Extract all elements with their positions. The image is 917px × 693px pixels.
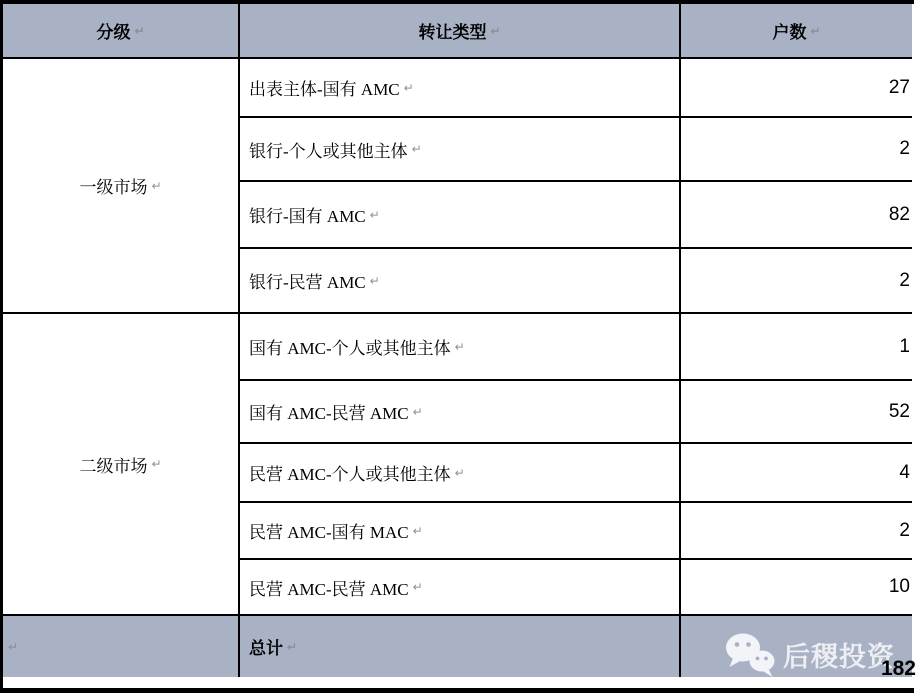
table-row-count <box>681 59 912 118</box>
count-value: 2 <box>899 269 910 291</box>
count-value: 27 <box>888 76 910 98</box>
header-cell-count <box>681 4 912 59</box>
total-row-label-cell <box>240 616 681 677</box>
group-label-primary-market <box>3 59 240 314</box>
header-cell-transfer-type <box>240 4 681 59</box>
paragraph-mark-icon: ↵ <box>810 23 821 38</box>
paragraph-mark-icon: ↵ <box>412 580 423 594</box>
table-row-count <box>681 503 912 560</box>
paragraph-mark-icon: ↵ <box>412 523 423 538</box>
table-row-count <box>681 182 912 249</box>
paragraph-mark-icon: ↵ <box>411 142 422 156</box>
table-row-type <box>240 182 681 249</box>
paragraph-mark-icon: ↵ <box>151 178 162 193</box>
count-value: 4 <box>899 461 910 483</box>
transfer-type-text: 国有 AMC-民营 AMC <box>249 404 409 423</box>
table-row-type <box>240 560 681 616</box>
transfer-type-text: 银行-国有 AMC <box>249 207 366 226</box>
table-row-count <box>681 118 912 182</box>
count-value: 10 <box>888 576 910 597</box>
watermark-account-name: 后稷投资 <box>783 642 895 672</box>
table-row-type <box>240 59 681 118</box>
paragraph-mark-icon: ↵ <box>454 339 465 354</box>
table-row-type <box>240 503 681 560</box>
header-count-label: 户数 <box>772 23 807 42</box>
table-row-count <box>681 444 912 503</box>
paragraph-mark-icon: ↵ <box>454 465 465 480</box>
total-label-text: 总计 <box>249 639 283 658</box>
transfer-type-text: 银行-个人或其他主体 <box>249 141 408 161</box>
transfer-type-text: 民营 AMC-国有 MAC <box>249 523 409 542</box>
transfer-type-text: 出表主体-国有 AMC <box>249 80 400 99</box>
paragraph-mark-icon: ↵ <box>412 404 423 419</box>
count-value: 82 <box>888 203 910 225</box>
paragraph-mark-icon: ↵ <box>490 23 501 38</box>
total-count-value: 182 <box>880 657 916 680</box>
header-transfer-type-label: 转让类型 <box>418 23 487 42</box>
table-row-type <box>240 444 681 503</box>
table-row-count <box>681 560 912 616</box>
transfer-type-text: 银行-民营 AMC <box>249 273 366 292</box>
transfer-type-text: 民营 AMC-个人或其他主体 <box>249 465 451 484</box>
paragraph-mark-icon: ↵ <box>403 80 414 95</box>
paragraph-mark-icon: ↵ <box>151 457 162 471</box>
count-value: 1 <box>899 335 910 357</box>
header-level-label: 分级 <box>96 23 131 42</box>
total-row-level-cell <box>3 616 240 677</box>
total-row-count-cell <box>681 616 912 677</box>
header-cell-level <box>3 4 240 59</box>
paragraph-mark-icon: ↵ <box>8 639 19 654</box>
paragraph-mark-icon: ↵ <box>369 273 380 288</box>
group-label-text: 一级市场 <box>79 178 148 197</box>
table-row-type <box>240 381 681 444</box>
table-row-type <box>240 314 681 381</box>
count-value: 52 <box>888 400 910 422</box>
paragraph-mark-icon: ↵ <box>134 23 145 38</box>
count-value: 2 <box>899 138 910 159</box>
count-value: 2 <box>899 519 910 541</box>
transfer-type-text: 国有 AMC-个人或其他主体 <box>249 339 451 358</box>
transfer-type-text: 民营 AMC-民营 AMC <box>249 579 409 599</box>
group-label-text: 二级市场 <box>79 456 148 476</box>
group-label-secondary-market <box>3 314 240 616</box>
table-row-count <box>681 249 912 314</box>
table-row-type <box>240 249 681 314</box>
table-row-count <box>681 381 912 444</box>
table-row-type <box>240 118 681 182</box>
paragraph-mark-icon: ↵ <box>369 207 380 222</box>
table-row-count <box>681 314 912 381</box>
paragraph-mark-icon: ↵ <box>287 639 298 654</box>
